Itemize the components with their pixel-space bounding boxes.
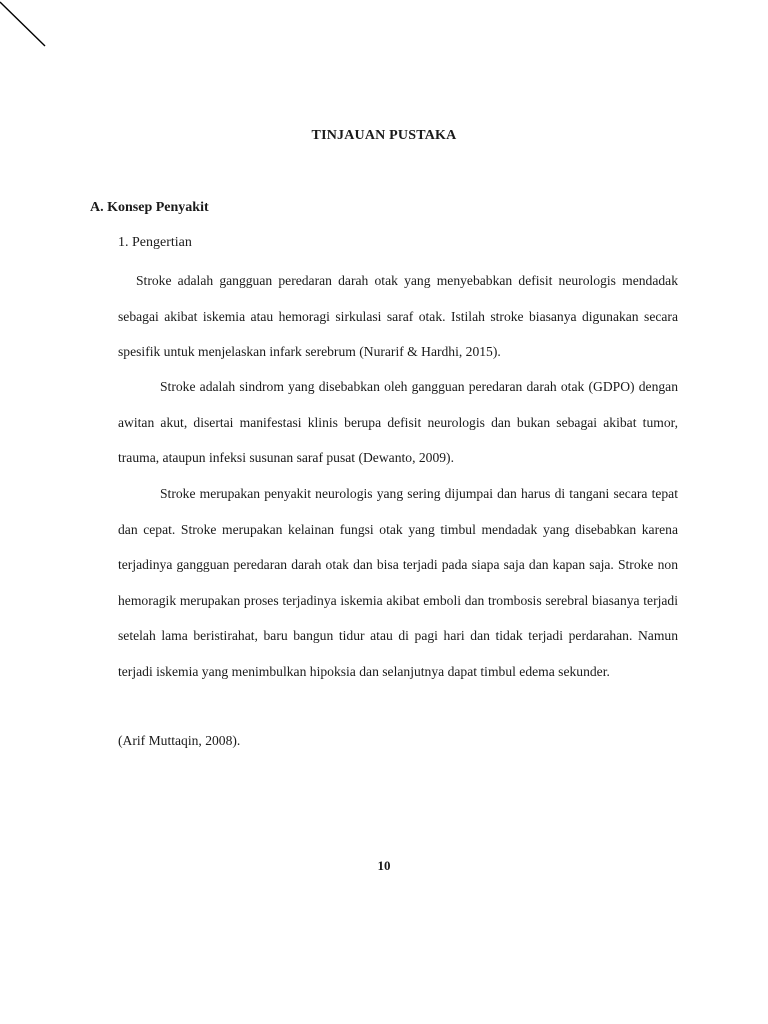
corner-fold-line bbox=[0, 0, 60, 60]
paragraph-definition-2: Stroke adalah sindrom yang disebabkan oleh gangguan peredaran darah otak (GDPO) dengan awitan akut, disertai manifestasi klinis berupa defisit neurologis dan bukan sebagai akibat tumor, trauma, ataupun infeksi susunan saraf pusat (Dewanto, 2009). bbox=[118, 379, 678, 465]
paragraph-definition-3: Stroke merupakan penyakit neurologis yang sering dijumpai dan harus di tangani secara tepat dan cepat. Stroke merupakan kelainan fungsi otak yang timbul mendadak yang disebabkan karena terjadinya gangguan peredaran darah otak dan bisa terjadi pada siapa saja dan kapan saja. Stroke non hemoragik merupakan proses terjadinya iskemia akibat emboli dan trombosis serebral biasanya terjadi setelah lama beristirahat, baru bangun tidur atau di pagi hari dan tidak terjadi perdarahan. Namun terjadi iskemia yang menimbulkan hipoksia dan selanjutnya dapat timbul edema sekunder. bbox=[118, 486, 678, 679]
page-title: TINJAUAN PUSTAKA bbox=[311, 128, 457, 143]
subsection-heading: 1. Pengertian bbox=[118, 235, 192, 250]
page-number: 10 bbox=[377, 858, 391, 873]
citation: (Arif Muttaqin, 2008). bbox=[118, 733, 241, 748]
paragraph-definition-1: Stroke adalah gangguan peredaran darah otak yang menyebabkan defisit neurologis mendadak sebagai akibat iskemia atau hemoragi sirkulasi saraf otak. Istilah stroke biasanya digunakan secara spesifik untuk menjelaskan infark serebrum (Nurarif & Hardhi, 2015). bbox=[118, 273, 678, 359]
section-heading: A. Konsep Penyakit bbox=[90, 200, 209, 215]
